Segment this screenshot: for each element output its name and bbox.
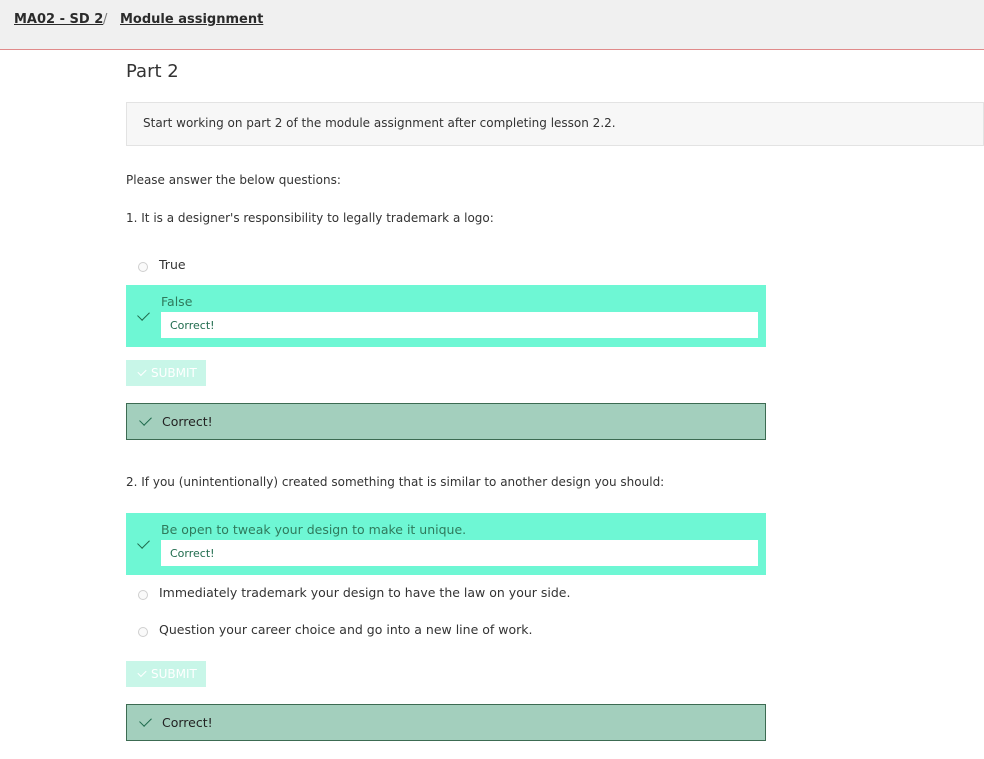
check-icon — [139, 714, 152, 727]
check-icon — [137, 367, 146, 376]
option-label[interactable]: True — [159, 257, 186, 272]
option-label[interactable]: Be open to tweak your design to make it unique. — [161, 522, 467, 537]
answer-feedback-text: Correct! — [170, 547, 215, 560]
question-2-result-banner — [126, 704, 766, 741]
question-2-submit-button[interactable] — [126, 661, 206, 687]
radio-button[interactable] — [138, 590, 148, 600]
intro-text: Start working on part 2 of the module assignment after completing lesson 2.2. — [143, 116, 616, 130]
check-icon — [139, 413, 152, 426]
instructions-text: Please answer the below questions: — [126, 173, 341, 187]
option-label[interactable]: Question your career choice and go into a new line of work. — [159, 622, 533, 637]
question-1-text: 1. It is a designer's responsibility to legally trademark a logo: — [126, 211, 494, 225]
result-text: Correct! — [162, 414, 213, 429]
breadcrumb-course-link[interactable]: MA02 - SD 2 — [14, 12, 104, 27]
answer-feedback-text: Correct! — [170, 319, 215, 332]
top-bar — [0, 0, 984, 50]
answer-feedback — [161, 540, 758, 566]
question-2-text: 2. If you (unintentionally) created something that is similar to another design you should: — [126, 475, 665, 489]
page-title: Part 2 — [126, 61, 179, 82]
radio-button[interactable] — [138, 262, 148, 272]
option-label[interactable]: Immediately trademark your design to have the law on your side. — [159, 585, 571, 600]
option-label[interactable]: False — [161, 294, 193, 309]
answer-feedback — [161, 312, 758, 338]
breadcrumb-current-link[interactable]: Module assignment — [120, 12, 264, 27]
radio-button[interactable] — [138, 627, 148, 637]
question-1-submit-button[interactable] — [126, 360, 206, 386]
question-1-option-false-selected[interactable] — [126, 285, 766, 347]
submit-label: SUBMIT — [151, 667, 197, 681]
check-icon — [137, 536, 150, 549]
submit-label: SUBMIT — [151, 366, 197, 380]
result-text: Correct! — [162, 715, 213, 730]
intro-box — [126, 102, 984, 146]
check-icon — [137, 668, 146, 677]
breadcrumb-separator: / — [103, 12, 108, 27]
question-1-result-banner — [126, 403, 766, 440]
question-2-option-1-selected[interactable] — [126, 513, 766, 575]
check-icon — [137, 308, 150, 321]
